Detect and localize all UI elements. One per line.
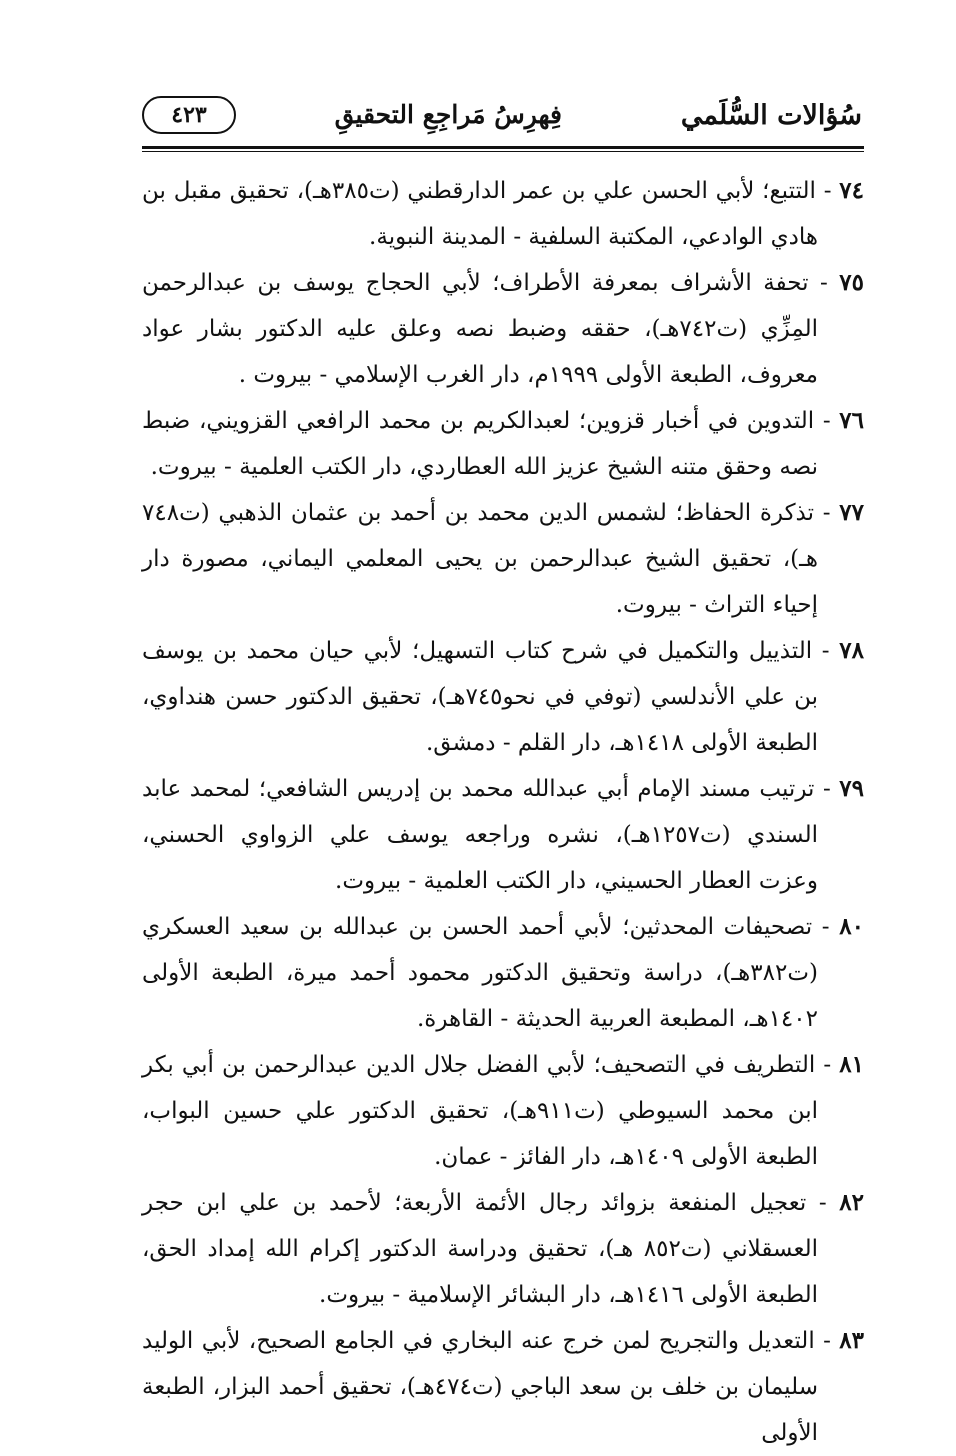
entry-number: ٧٥ <box>839 269 864 296</box>
header-rule-thin <box>142 151 864 152</box>
entry-text: تذكرة الحفاظ؛ لشمس الدين محمد بن أحمد بن عثمان الذهبي (ت٧٤٨ هـ)، تحقيق الشيخ عبدالرحمن بن يحيى المعلمي اليماني، مصورة دار إحياء التراث - بيروت. <box>142 500 818 618</box>
book-title: سُؤالات السُّلَمي <box>680 100 862 131</box>
entry-text: تحفة الأشراف بمعرفة الأطراف؛ لأبي الحجاج يوسف بن عبدالرحمن المِزِّي (ت٧٤٢هـ)، حققه وضبط نصه وعلق عليه الدكتور بشار عواد معروف، الطبعة الأولى ١٩٩٩م، دار الغرب الإسلامي - بيروت . <box>142 270 819 388</box>
entry-number: ٨١ <box>839 1051 864 1078</box>
page-header <box>142 92 862 144</box>
page-number-badge: ٤٢٣ <box>142 96 236 134</box>
reference-entry: ٧٩ - ترتيب مسند الإمام أبي عبدالله محمد بن إدريس الشافعي؛ لمحمد عابد السندي (ت١٢٥٧هـ)، نشره وراجعه يوسف علي الزواوي الحسني، وعزت العطار الحسيني، دار الكتب العلمية - بيروت. <box>142 775 864 894</box>
entry-text: التطريف في التصحيف؛ لأبي الفضل جلال الدين عبدالرحمن بن أبي بكر ابن محمد السيوطي (ت٩١١هـ)، تحقيق الدكتور علي حسين البواب، الطبعة الأولى ١٤٠٩هـ، دار الفائز - عمان. <box>142 1052 818 1170</box>
entry-number: ٧٩ <box>839 775 864 802</box>
reference-entry: ٨٣ - التعديل والتجريح لمن خرج عنه البخاري في الجامع الصحيح، لأبي الوليد سليمان بن خلف بن سعد الباجي (ت٤٧٤هـ)، تحقيق أحمد البزار، الطبعة الأولى <box>142 1327 864 1446</box>
reference-entry: ٧٦ - التدوين في أخبار قزوين؛ لعبدالكريم بن محمد الرافعي القزويني، ضبط نصه وحقق متنه الشيخ عزيز الله العطاردي، دار الكتب العلمية - بيروت. <box>142 407 865 480</box>
section-title: فِهرِسُ مَراجِعِ التحقيقِ <box>334 100 562 129</box>
reference-entry: ٧٨ - التذييل والتكميل في شرح كتاب التسهيل؛ لأبي حيان محمد بن يوسف بن علي الأندلسي (توفي في نحو٧٤٥هـ)، تحقيق الدكتور حسن هنداوي، الطبعة الأولى ١٤١٨هـ، دار القلم - دمشق. <box>142 637 864 756</box>
entry-text: التتبع؛ لأبي الحسن علي بن عمر الدارقطني (ت٣٨٥هـ)، تحقيق مقبل بن هادي الوادعي، المكتبة السلفية - المدينة النبوية. <box>142 178 818 250</box>
entry-text: التذييل والتكميل في شرح كتاب التسهيل؛ لأبي حيان محمد بن يوسف بن علي الأندلسي (توفي في نحو٧٤٥هـ)، تحقيق الدكتور حسن هنداوي، الطبعة الأولى ١٤١٨هـ، دار القلم - دمشق. <box>142 638 819 756</box>
reference-entry: ٧٤ - التتبع؛ لأبي الحسن علي بن عمر الدارقطني (ت٣٨٥هـ)، تحقيق مقبل بن هادي الوادعي، المكتبة السلفية - المدينة النبوية. <box>142 177 864 250</box>
entry-number: ٧٦ <box>839 407 865 434</box>
entry-text: التعديل والتجريح لمن خرج عنه البخاري في الجامع الصحيح، لأبي الوليد سليمان بن خلف بن سعد الباجي (ت٤٧٤هـ)، تحقيق أحمد البزار، الطبعة الأولى <box>142 1328 818 1446</box>
entry-number: ٧٤ <box>839 177 864 204</box>
entry-number: ٧٨ <box>839 637 864 664</box>
entry-number: ٧٧ <box>839 499 864 526</box>
entry-number: ٨٢ <box>839 1189 864 1216</box>
reference-list <box>142 168 864 1456</box>
entry-text: التدوين في أخبار قزوين؛ لعبدالكريم بن محمد الرافعي القزويني، ضبط نصه وحقق متنه الشيخ عزيز الله العطاردي، دار الكتب العلمية - بيروت. <box>142 408 818 480</box>
reference-entry: ٨١ - التطريف في التصحيف؛ لأبي الفضل جلال الدين عبدالرحمن بن أبي بكر ابن محمد السيوطي (ت٩١١هـ)، تحقيق الدكتور علي حسين البواب، الطبعة الأولى ١٤٠٩هـ، دار الفائز - عمان. <box>142 1051 864 1170</box>
reference-entry: ٧٥ - تحفة الأشراف بمعرفة الأطراف؛ لأبي الحجاج يوسف بن عبدالرحمن المِزِّي (ت٧٤٢هـ)، حققه وضبط نصه وعلق عليه الدكتور بشار عواد معروف، الطبعة الأولى ١٩٩٩م، دار الغرب الإسلامي - بيروت . <box>142 269 864 388</box>
entry-text: تصحيفات المحدثين؛ لأبي أحمد الحسن بن عبدالله بن سعيد العسكري (ت٣٨٢هـ)، دراسة وتحقيق الدكتور محمود أحمد ميرة، الطبعة الأولى ١٤٠٢هـ، المطبعة العربية الحديثة - القاهرة. <box>142 914 818 1032</box>
reference-entry: ٧٧ - تذكرة الحفاظ؛ لشمس الدين محمد بن أحمد بن عثمان الذهبي (ت٧٤٨ هـ)، تحقيق الشيخ عبدالرحمن بن يحيى المعلمي اليماني، مصورة دار إحياء التراث - بيروت. <box>142 499 864 618</box>
entry-number: ٨٣ <box>839 1327 864 1354</box>
entry-text: تعجيل المنفعة بزوائد رجال الأئمة الأربعة؛ لأحمد بن علي ابن حجر العسقلاني (ت٨٥٢ هـ)، تحقيق ودراسة الدكتور إكرام الله إمداد الحق، الطبعة الأولى ١٤١٦هـ، دار البشائر الإسلامية - بيروت. <box>142 1190 818 1308</box>
entry-text: ترتيب مسند الإمام أبي عبدالله محمد بن إدريس الشافعي؛ لمحمد عابد السندي (ت١٢٥٧هـ)، نشره وراجعه يوسف علي الزواوي الحسني، وعزت العطار الحسيني، دار الكتب العلمية - بيروت. <box>142 776 818 894</box>
reference-entry: ٨٢ - تعجيل المنفعة بزوائد رجال الأئمة الأربعة؛ لأحمد بن علي ابن حجر العسقلاني (ت٨٥٢ هـ)، تحقيق ودراسة الدكتور إكرام الله إمداد الحق، الطبعة الأولى ١٤١٦هـ، دار البشائر الإسلامية - بيروت. <box>142 1189 864 1308</box>
entry-number: ٨٠ <box>839 913 864 940</box>
header-rule-thick <box>142 146 864 149</box>
reference-entry: ٨٠ - تصحيفات المحدثين؛ لأبي أحمد الحسن بن عبدالله بن سعيد العسكري (ت٣٨٢هـ)، دراسة وتحقيق الدكتور محمود أحمد ميرة، الطبعة الأولى ١٤٠٢هـ، المطبعة العربية الحديثة - القاهرة. <box>142 913 864 1032</box>
